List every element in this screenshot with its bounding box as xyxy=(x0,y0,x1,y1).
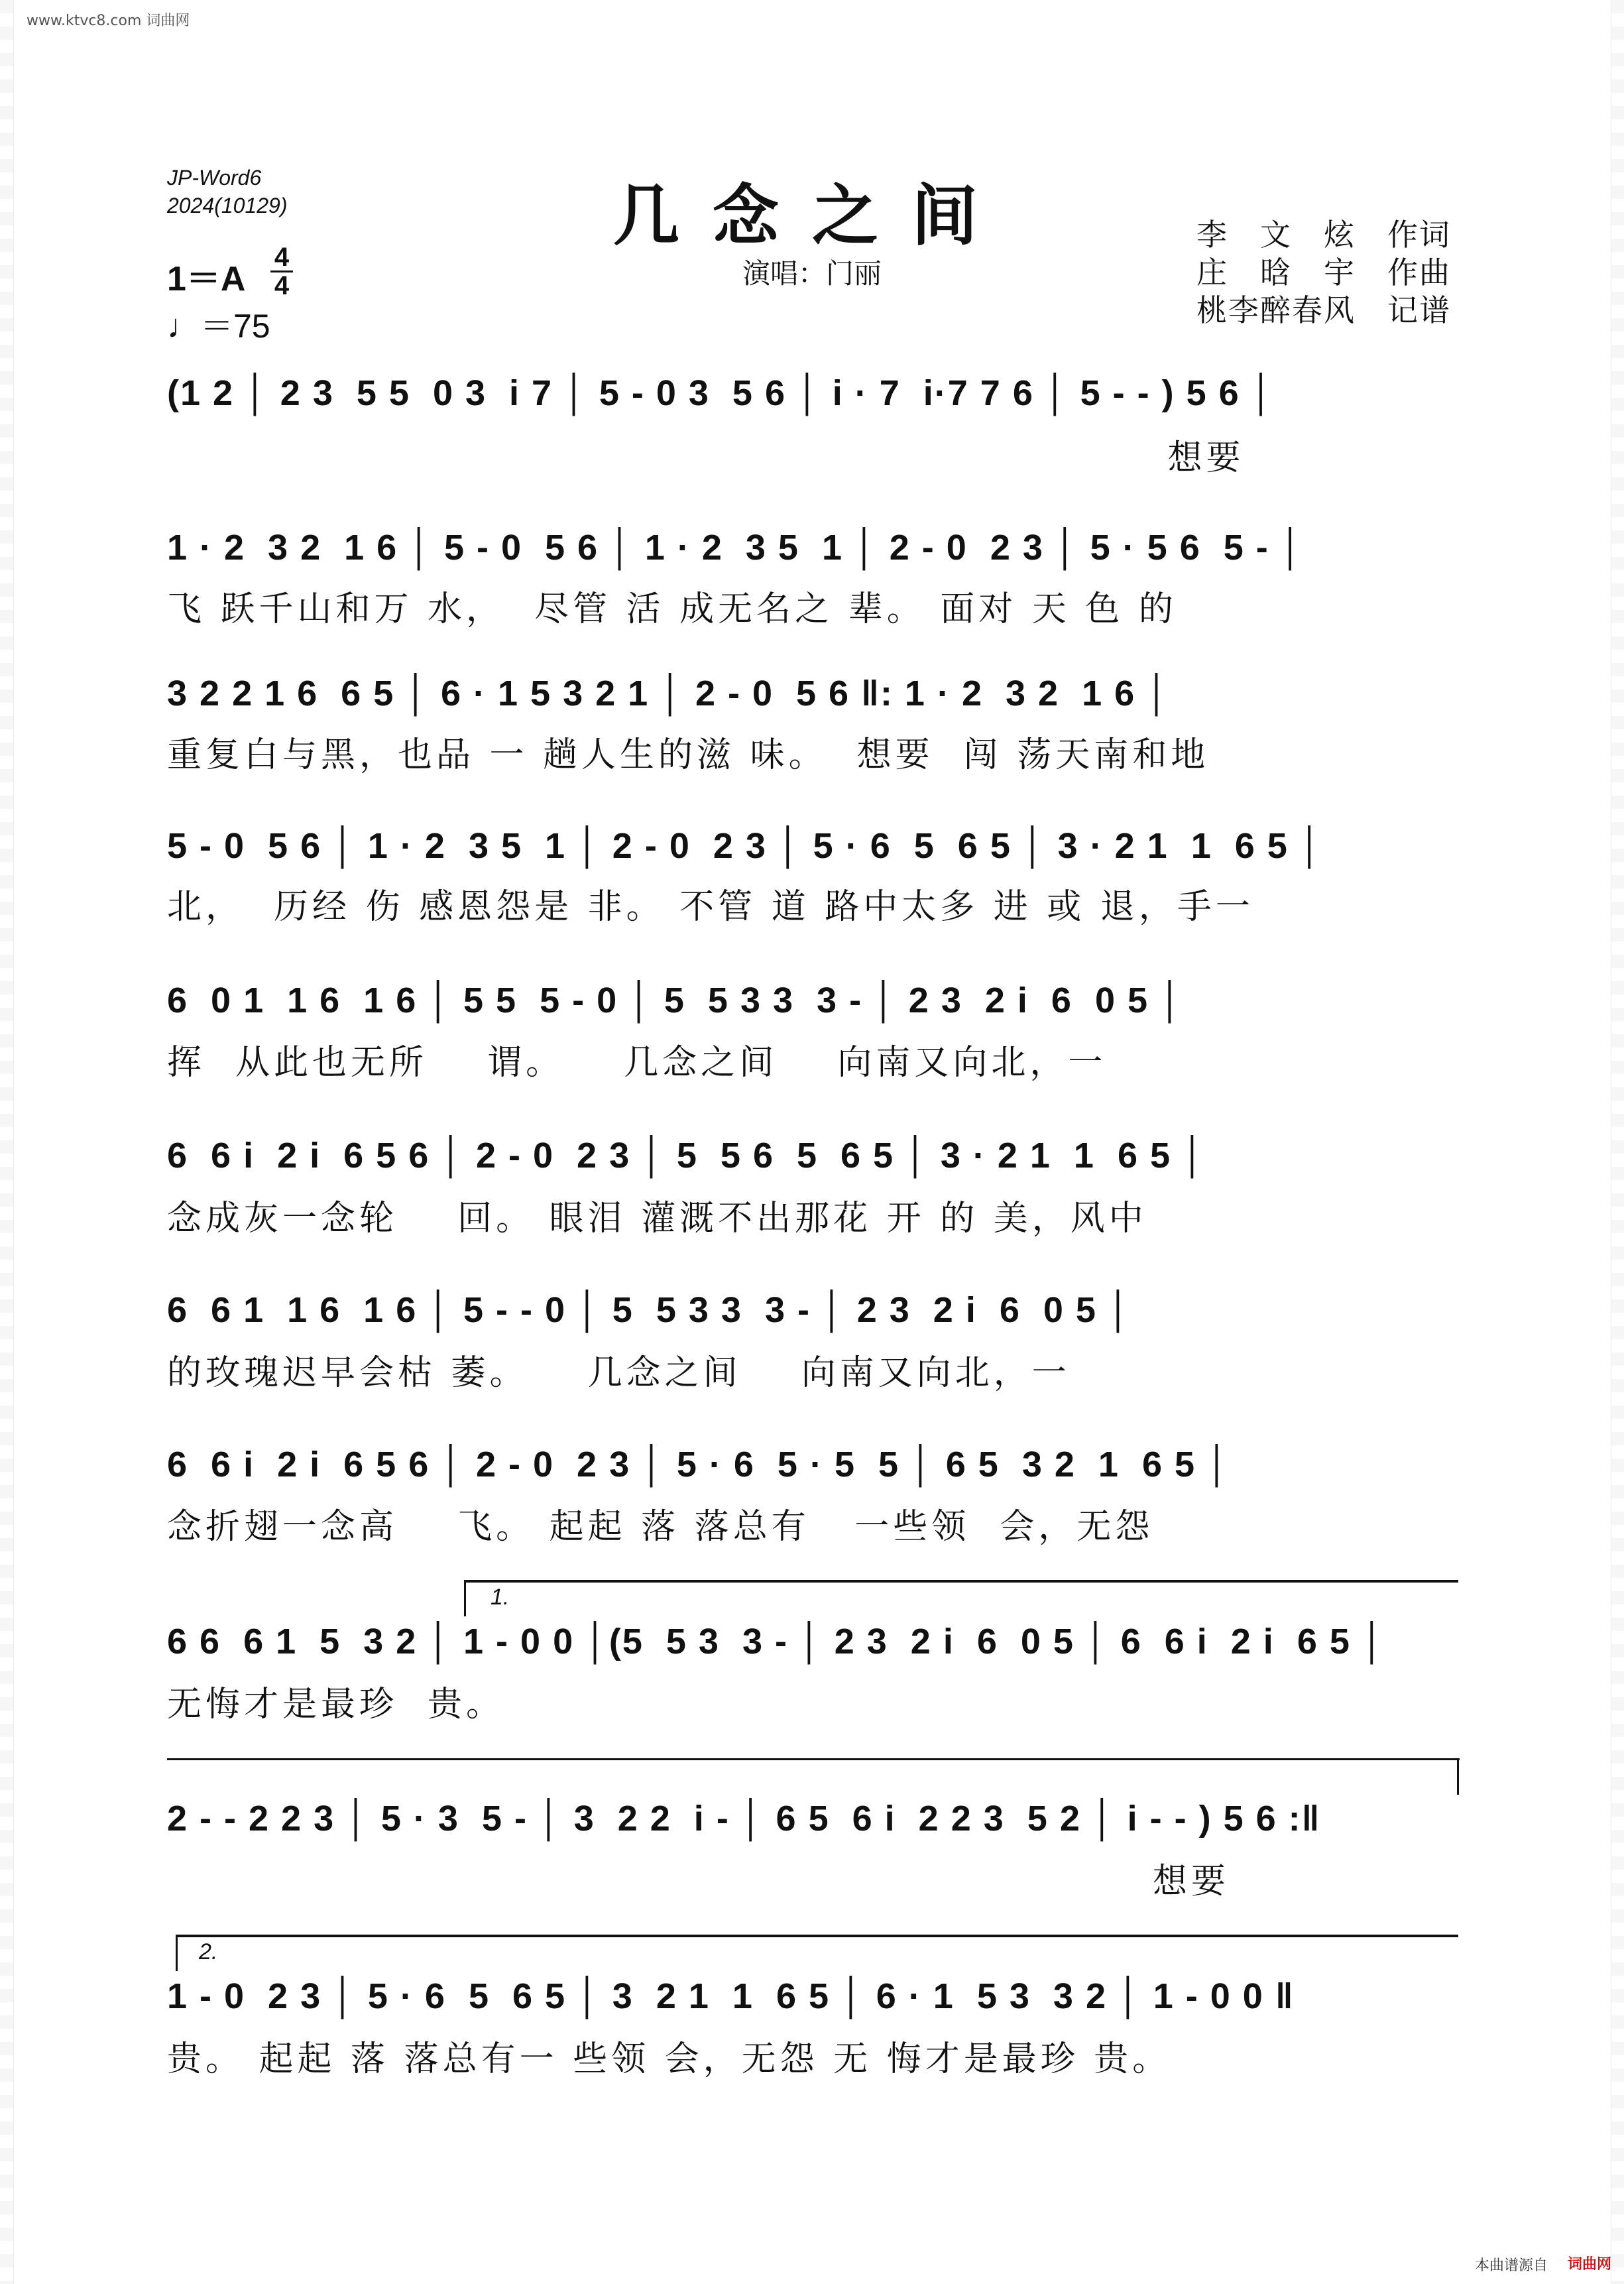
first-ending-end-hook xyxy=(1457,1758,1459,1795)
second-ending-bracket xyxy=(176,1935,1458,1937)
time-signature xyxy=(270,244,293,299)
lyric-line-2: 飞 跃千山和万 水， 尽管 活 成无名之 辈。 面对 天 色 的 xyxy=(167,589,1177,629)
lyric-line-9: 无悔才是最珍 贵。 xyxy=(167,1685,505,1724)
key-signature: 1＝A xyxy=(167,260,246,298)
composer-credit: 庄 晗 宇 作曲 xyxy=(1196,255,1451,290)
lyric-line-11: 贵。 起起 落 落总有一 些领 会，无怨 无 悔才是最珍 贵。 xyxy=(167,2039,1171,2079)
notation-line-9: 6 6 6 1 5 3 2 │ 1 - 0 0 │(5 5 3 3 - │ 2 3 2 i 6 0 5 │ 6 6 i 2 i 6 5 │ xyxy=(167,1622,1386,1661)
site-logo-text: 词曲网 xyxy=(1568,2256,1612,2273)
notation-line-10: 2 - - 2 2 3 │ 5 · 3 5 - │ 3 2 2 i - │ 6 5 6 i 2 2 3 5 2 │ i - - ) 5 6 :‖ xyxy=(167,1799,1321,1838)
lyric-line-7: 的玫瑰迟早会枯 萎。 几念之间 向南又向北，一 xyxy=(167,1353,1071,1393)
lyric-line-6: 念成灰一念轮 回。 眼泪 灌溉不出那花 开 的 美，风中 xyxy=(167,1199,1147,1238)
first-ending-bracket xyxy=(464,1580,1458,1583)
time-signature-bottom: 4 xyxy=(274,271,290,300)
software-name: JP-Word6 xyxy=(167,166,262,190)
notation-line-8: 6 6 i 2 i 6 5 6 │ 2 - 0 2 3 │ 5 · 6 5 · 5 5 │ 6 5 3 2 1 6 5 │ xyxy=(167,1445,1231,1484)
song-title: 几念之间 xyxy=(613,176,1011,255)
second-ending-bracket-hook xyxy=(176,1935,178,1971)
first-ending-continuation xyxy=(167,1758,1460,1760)
lyricist-credit: 李 文 炫 作词 xyxy=(1196,217,1451,253)
notation-line-4: 5 - 0 5 6 │ 1 · 2 3 5 1 │ 2 - 0 2 3 │ 5 · 6 5 6 5 │ 3 · 2 1 1 6 5 │ xyxy=(167,826,1324,866)
lyric-line-10: 想要 xyxy=(167,1862,1230,1901)
second-ending-label: 2. xyxy=(199,1939,218,1964)
notation-line-5: 6 0 1 1 6 1 6 │ 5 5 5 - 0 │ 5 5 3 3 3 - │ 2 3 2 i 6 0 5 │ xyxy=(167,981,1184,1020)
lyric-line-4: 北， 历经 伤 感恩怨是 非。 不管 道 路中太多 进 或 退，手一 xyxy=(167,887,1254,927)
software-version: 2024(10129) xyxy=(167,194,288,217)
site-watermark-top: www.ktvc8.com 词曲网 xyxy=(27,13,190,29)
lyric-line-1: 想要 xyxy=(167,438,1245,478)
transcriber-credit: 桃李醉春风 记谱 xyxy=(1196,292,1451,328)
time-signature-top: 4 xyxy=(274,243,290,272)
notation-line-3: 3 2 2 1 6 6 5 │ 6 · 1 5 3 2 1 │ 2 - 0 5 6 ‖: 1 · 2 3 2 1 6 │ xyxy=(167,674,1171,713)
right-edge-watermark xyxy=(1611,0,1624,2284)
first-ending-bracket-hook xyxy=(464,1580,466,1616)
lyric-line-5: 挥 从此也无所 谓。 几念之间 向南又向北，一 xyxy=(167,1043,1107,1083)
notation-line-11: 1 - 0 2 3 │ 5 · 6 5 6 5 │ 3 2 1 1 6 5 │ 6 · 1 5 3 3 2 │ 1 - 0 0 ‖ xyxy=(167,1976,1295,2016)
source-note: 本曲谱源自 xyxy=(1475,2257,1548,2274)
notation-line-6: 6 6 i 2 i 6 5 6 │ 2 - 0 2 3 │ 5 5 6 5 6 5 │ 3 · 2 1 1 6 5 │ xyxy=(167,1136,1206,1175)
lyric-line-8: 念折翅一念高 飞。 起起 落 落总有 一些领 会，无怨 xyxy=(167,1507,1154,1547)
notation-line-1: (1 2 │ 2 3 5 5 0 3 i 7 │ 5 - 0 3 5 6 │ i · 7 i·7 7 6 │ 5 - - ) 5 6 │ xyxy=(167,373,1275,413)
first-ending-label: 1. xyxy=(491,1585,510,1610)
lyric-line-3: 重复白与黑，也品 一 趟人生的滋 味。 想要 闯 荡天南和地 xyxy=(167,735,1210,775)
left-edge-watermark xyxy=(0,0,14,2284)
notation-line-2: 1 · 2 3 2 1 6 │ 5 - 0 5 6 │ 1 · 2 3 5 1 │ 2 - 0 2 3 │ 5 · 5 6 5 - │ xyxy=(167,528,1305,568)
singer: 演唱：门丽 xyxy=(742,257,882,290)
tempo-marking: ♩＝75 xyxy=(167,308,270,345)
notation-line-7: 6 6 1 1 6 1 6 │ 5 - - 0 │ 5 5 3 3 3 - │ 2 3 2 i 6 0 5 │ xyxy=(167,1290,1132,1330)
